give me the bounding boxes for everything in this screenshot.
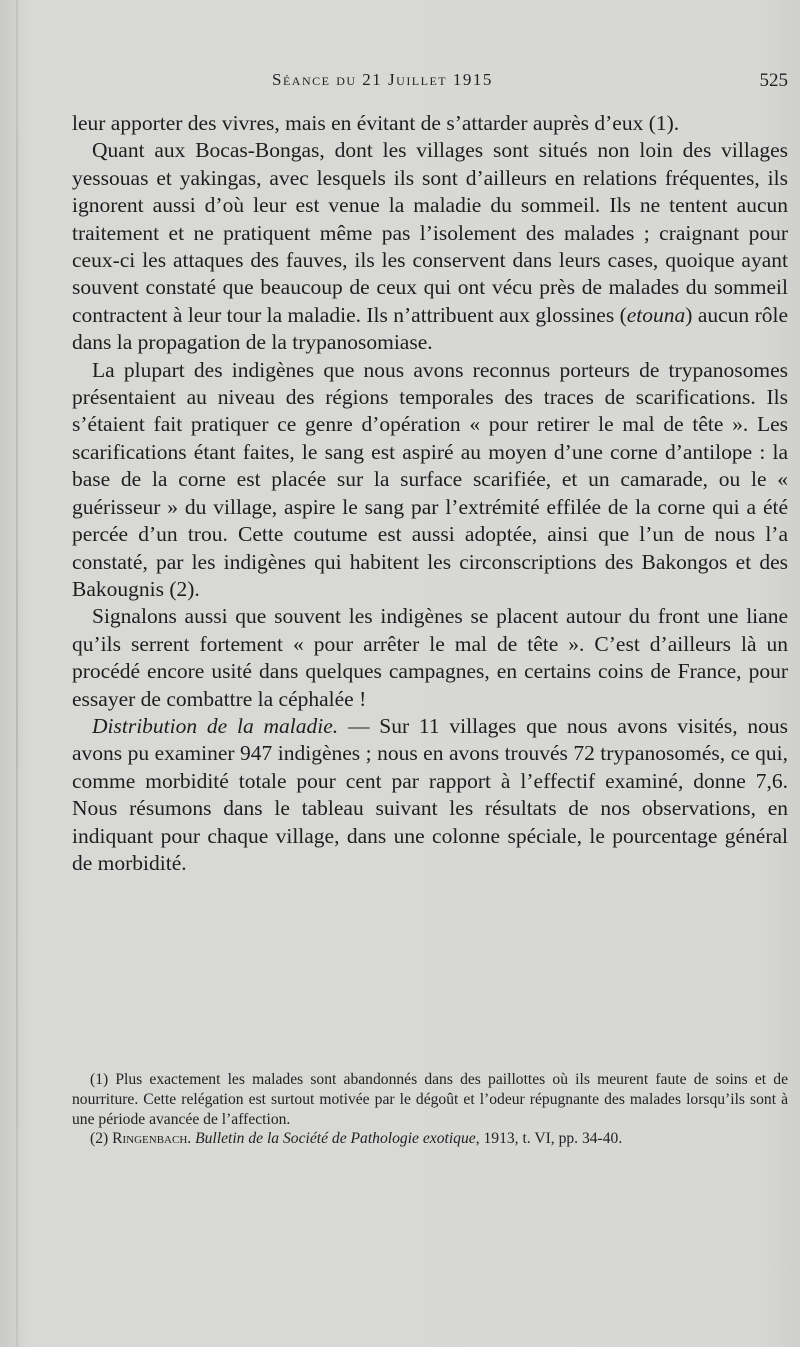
paragraph-5: [72, 713, 788, 877]
footnote-2-author: Ringenbach.: [112, 1130, 192, 1148]
paragraph-2-tail: ) aucun rôle dans la propagation de la trypanosomiase.: [72, 302, 788, 355]
paragraph-5-text: — Sur 11 villages que nous avons visités, nous avons pu examiner 947 indigènes ; nous en avons trouvés 72 trypanosomés, ce qui, comme morbidité totale pour cent par rapport à l’effectif examiné, donne 7,6. Nous résumons dans le tableau suivant les résultats de nos observations, en indiquant pour chaque village, dans une colonne spéciale, le pourcentage général de morbidité.: [72, 713, 788, 875]
footnote-2-journal: Bulletin de la Société de Pathologie exotique: [195, 1130, 476, 1148]
section-heading-distribution: Distribution de la maladie.: [92, 713, 339, 738]
footnote-2-marker: (2): [90, 1130, 113, 1148]
body-text: [72, 110, 788, 877]
page-gutter-shadow: [16, 0, 18, 1347]
paragraph-2: [72, 137, 788, 356]
paragraph-2-italic-term: etouna: [626, 302, 686, 327]
paragraph-2-text: Quant aux Bocas-Bongas, dont les villages sont situés non loin des villages yessouas et yakingas, avec lesquels ils sont d’ailleurs en relations fréquentes, ils ignorent aussi d’où leur est venue la maladie du sommeil. Ils ne tentent aucun traitement et ne pratiquent même pas l’isolement des malades ; craignant pour ceux-ci les attaques des fauves, ils les conservent dans leurs cases, quoique ayant souvent constaté que beaucoup de ceux qui ont vécu près de malades du sommeil contractent à leur tour la maladie. Ils n’attribuent aux glossines (: [72, 138, 788, 327]
page-header: [72, 66, 792, 96]
running-head: Séance du 21 Juillet 1915: [272, 70, 493, 89]
page-number: 525: [759, 70, 788, 91]
paragraph-3: La plupart des indigènes que nous avons reconnus porteurs de trypanosomes présentaient au niveau des régions temporales des traces de scarifications. Ils s’étaient fait pratiquer ce genre d’opération « pour retirer le mal de tête ». Les scarifications étant faites, le sang est aspiré au moyen d’une corne d’antilope : la base de la corne est placée sur la surface scarifiée, et un camarade, ou le « guérisseur » du village, aspire le sang par l’extrémité effilée de la corne qui a été percée d’un trou. Cette coutume est aussi adoptée, ainsi que l’un de nous l’a constaté, par les indigènes qui habitent les circonscriptions des Bakongos et des Bakougnis (2).: [72, 357, 788, 601]
footnotes: [72, 1070, 788, 1149]
paragraph-1: leur apporter des vivres, mais en évitant de s’attarder auprès d’eux (1).: [72, 111, 680, 135]
footnote-2: [72, 1129, 788, 1149]
paragraph-4: Signalons aussi que souvent les indigènes se placent autour du front une liane qu’ils serrent fortement « pour arrêter le mal de tête ». C’est d’ailleurs là un procédé encore usité dans quelques campagnes, en certains coins de France, pour essayer de combattre la céphalée !: [72, 604, 788, 711]
footnote-2-citation: , 1913, t. VI, pp. 34-40.: [475, 1130, 623, 1148]
footnote-1: (1) Plus exactement les malades sont abandonnés dans des paillottes où ils meurent faute de soins et de nourriture. Cette relégation est surtout motivée par le dégoût et l’odeur répugnante des malades lorsqu’ils sont à une période avancée de l’affection.: [72, 1071, 788, 1128]
